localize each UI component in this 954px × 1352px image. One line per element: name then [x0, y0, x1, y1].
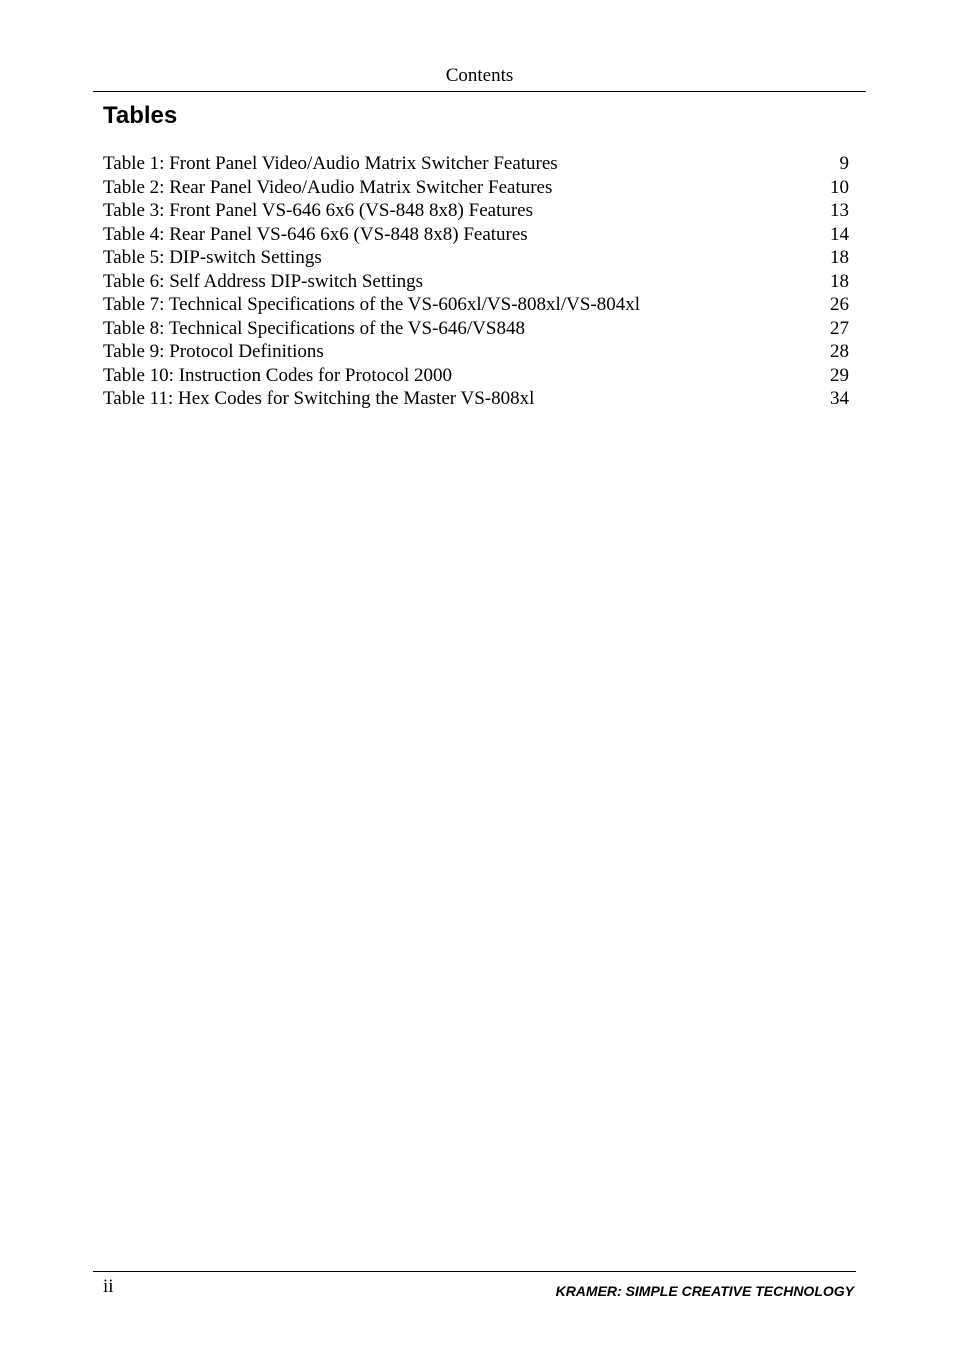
toc-entry[interactable] — [103, 387, 849, 411]
toc-entry[interactable] — [103, 246, 849, 270]
toc-entry-page: 18 — [830, 270, 849, 292]
toc-entry-page: 26 — [830, 294, 849, 315]
footer-rule — [93, 1271, 856, 1272]
toc-entry-label: Table 1: Front Panel Video/Audio Matrix Switcher Features — [103, 153, 558, 174]
toc-entry-label: Table 3: Front Panel VS-646 6x6 (VS-848 8x8) Features — [103, 200, 533, 221]
footer-page-number: ii — [103, 1276, 114, 1297]
footer-brand: KRAMER: SIMPLE CREATIVE TECHNOLOGY — [555, 1283, 854, 1299]
toc-entry-page: 29 — [830, 364, 849, 386]
toc-entry-label: Table 6: Self Address DIP-switch Settings — [103, 270, 424, 292]
toc-entry[interactable] — [103, 317, 849, 341]
toc-entry-page: 28 — [830, 341, 849, 362]
toc-entry[interactable] — [103, 223, 849, 247]
toc-entry-label: Table 5: DIP-switch Settings — [103, 247, 322, 268]
table-of-tables — [103, 152, 849, 411]
toc-entry-label: Table 8: Technical Specifications of the VS-646/VS848 — [103, 317, 525, 339]
toc-entry-label: Table 2: Rear Panel Video/Audio Matrix Switcher Features — [103, 176, 553, 198]
toc-entry[interactable] — [103, 199, 849, 223]
toc-entry-page: 34 — [830, 388, 849, 409]
toc-entry[interactable] — [103, 340, 849, 364]
toc-entry-label: Table 11: Hex Codes for Switching the Master VS-808xl — [103, 388, 535, 409]
toc-entry[interactable] — [103, 270, 849, 294]
toc-entry[interactable] — [103, 364, 849, 388]
toc-entry-label: Table 9: Protocol Definitions — [103, 341, 324, 362]
toc-entry[interactable] — [103, 152, 849, 176]
running-header: Contents — [445, 65, 514, 86]
section-title: Tables — [103, 102, 178, 129]
toc-entry-label: Table 4: Rear Panel VS-646 6x6 (VS-848 8x8) Features — [103, 223, 528, 245]
toc-entry-page: 9 — [839, 153, 849, 174]
toc-entry-page: 10 — [830, 176, 849, 198]
toc-entry-page: 27 — [830, 317, 849, 339]
toc-entry-label: Table 7: Technical Specifications of the VS-606xl/VS-808xl/VS-804xl — [103, 294, 641, 315]
toc-entry-page: 13 — [830, 200, 849, 221]
toc-entry[interactable] — [103, 176, 849, 200]
toc-entry-label: Table 10: Instruction Codes for Protocol 2000 — [103, 364, 453, 386]
header-rule — [93, 91, 866, 92]
toc-entry-page: 18 — [830, 247, 849, 268]
toc-entry-page: 14 — [830, 223, 849, 245]
toc-entry[interactable] — [103, 293, 849, 317]
